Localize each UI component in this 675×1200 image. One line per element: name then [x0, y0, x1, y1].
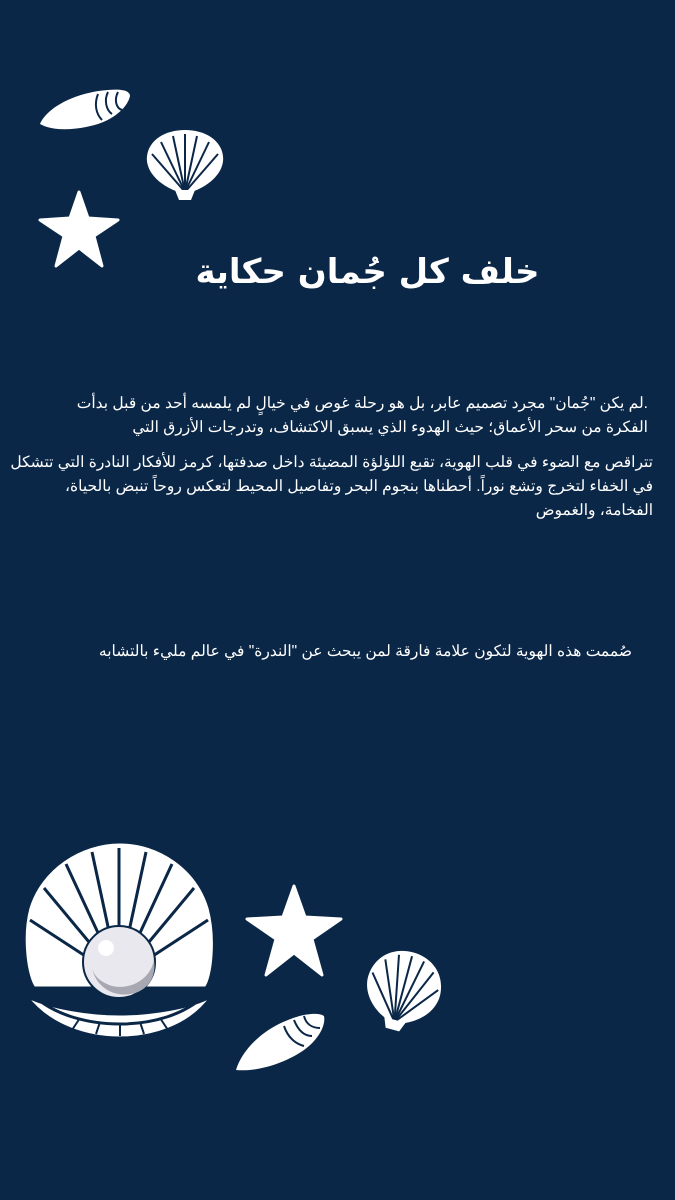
- paragraph-closing: صُممت هذه الهوية لتكون علامة فارقة لمن يبحث عن "الندرة" في عالم مليء بالتشابه: [98, 643, 632, 660]
- conch-shell-icon: [232, 1010, 328, 1074]
- starfish-icon: [244, 883, 344, 979]
- page-title: خلف كل جُمان حكاية: [195, 252, 540, 292]
- conch-shell-icon: [38, 84, 132, 134]
- scallop-shell-icon: [362, 945, 444, 1035]
- open-oyster-pearl-icon: [20, 838, 218, 1040]
- paragraph-intro: .لم يكن "جُمان" مجرد تصميم عابر، بل هو رحلة غوص في خيالٍ لم يلمسه أحد من قبل بدأت الفكرة من سحر الأعماق؛ حيث الهدوء الذي يسبق الاكتشاف، وتدرجات الأزرق التي: [76, 395, 648, 436]
- scallop-shell-icon: [143, 128, 227, 202]
- paragraph-body: تتراقص مع الضوء في قلب الهوية، تقبع اللؤلؤة المضيئة داخل صدفتها، كرمز للأفكار النادرة التي تتشكل في الخفاء لتخرج وتشع نوراً. أحطناها بنجوم البحر وتفاصيل المحيط لتعكس روحاً تنبض بالحياة، الفخامة، والغموض: [10, 454, 653, 519]
